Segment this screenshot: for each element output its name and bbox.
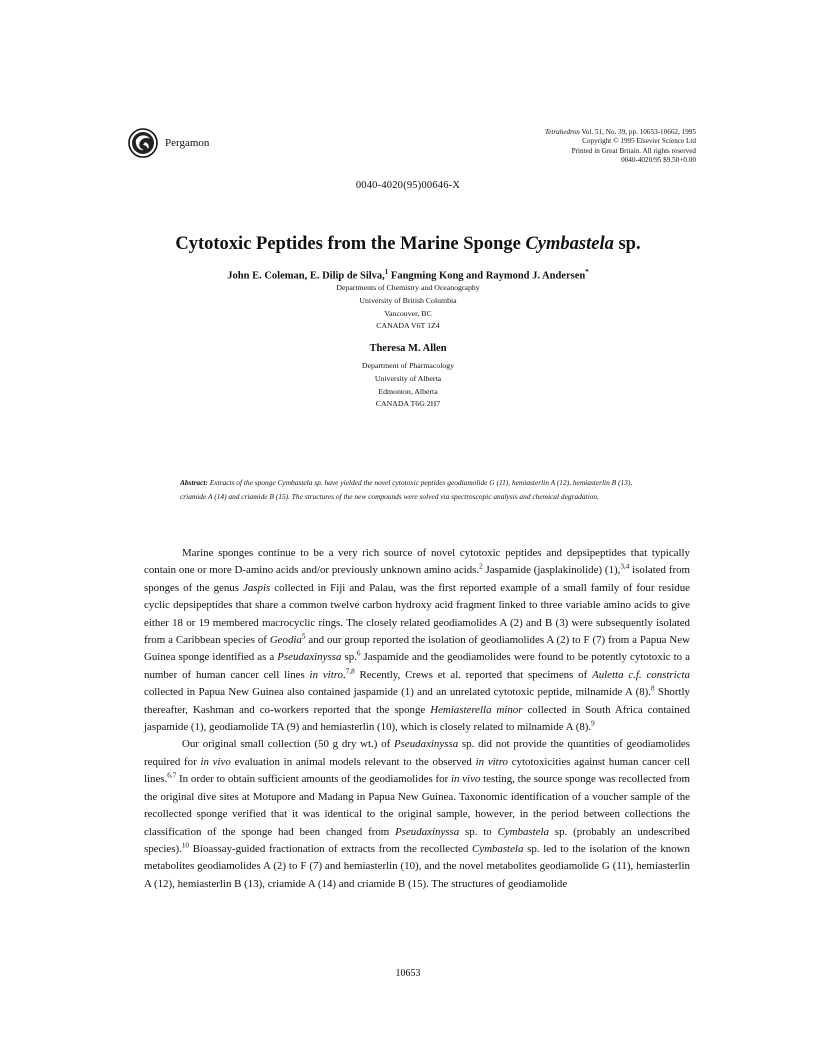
affiliation-line: Departments of Chemistry and Oceanography bbox=[336, 283, 480, 292]
body-text bbox=[144, 545, 690, 893]
affiliation-ubc bbox=[0, 282, 816, 333]
article-code: 0040-4020(95)00646-X bbox=[355, 180, 461, 191]
title-suffix: sp. bbox=[613, 234, 641, 254]
publisher-name: Pergamon bbox=[165, 137, 210, 149]
journal-name: Tetrahedron bbox=[544, 128, 580, 136]
abstract-label: Abstract: bbox=[180, 478, 208, 487]
affiliation-line: CANADA V6T 1Z4 bbox=[376, 321, 440, 331]
affiliation-line: University of British Columbia bbox=[359, 295, 457, 305]
title-main: Cytotoxic Peptides from the Marine Sponge bbox=[175, 234, 526, 254]
author-names-b: Fangming Kong and Raymond J. Andersen bbox=[388, 270, 586, 282]
issn-line: 0040-4020/95 $9.50+0.00 bbox=[621, 156, 696, 165]
copyright-line: Copyright © 1995 Elsevier Science Ltd bbox=[582, 137, 696, 146]
journal-citation bbox=[396, 128, 696, 166]
paper-title bbox=[0, 234, 816, 255]
abstract bbox=[180, 476, 650, 504]
affiliation-line: Vancouver, BC bbox=[384, 308, 432, 318]
volume-info: Vol. 51, No. 39, pp. 10653-10662, 1995 bbox=[581, 128, 696, 136]
author-names-a: John E. Coleman, E. Dilip de Silva, bbox=[227, 270, 385, 282]
affiliation-line: Edmonton, Alberta bbox=[378, 386, 438, 396]
title-genus: Cymbastela bbox=[525, 234, 614, 254]
paragraph-1: Marine sponges continue to be a very rich source of novel cytotoxic peptides and depsipeptides that typically contain one or more D-amino acids and/or previously unknown amino acids.$^2$ Jaspamide (jasplakinolide) (1),$^{3,4}$ isolated from sponges of the genus Jaspis collected in Fiji and Palau, was the first reported example of a small family of four residue cyclic depsipeptides that share a common twelve carbon hydroxy acid fragment linked to three variable amino acids to give either 18 or 19 membered macrocyclic rings. The closely related geodiamolides A (2) and B (3) were subsequently isolated from a Caribbean species of Geodia$^5$ and our group reported the isolation of geodiamolides A (2) to F (7) from a Papua New Guinea sponge identified as a Pseudaxinyssa sp.$^6$ Jaspamide and the geodiamolides were found to be potently cytotoxic to a number of human cancer cell lines in vitro.$^{7,8}$ Recently, Crews et al. reported that specimens of Auletta c.f. constricta collected in Papua New Guinea also contained jaspamide (1) and an unrelated cytotoxic peptide, milnamide A (8).$^8$ Shortly thereafter, Kashman and co-workers reported that the sponge Hemiasterella minor collected in South Africa contained jaspamide (1), geodiamolide TA (9) and hemiasterlin (10), which is closely related to milnamide A (8).$^9$ bbox=[144, 547, 691, 734]
author-second-group: Theresa M. Allen bbox=[369, 343, 447, 354]
affiliation-alberta bbox=[0, 360, 816, 411]
author-list bbox=[0, 268, 816, 282]
affiliation-line: CANADA T6G 2H7 bbox=[375, 399, 441, 409]
printed-line: Printed in Great Britain. All rights reserved bbox=[571, 146, 696, 155]
paragraph-2: Our original small collection (50 g dry wt.) of Pseudaxinyssa sp. did not provide the quantities of geodiamolides required for in vivo evaluation in animal models relevant to the observed in vitro cytotoxicities against human cancer cell lines.$^{6,7}$ In order to obtain sufficient amounts of the geodiamolides for in vivo testing, the source sponge was recollected from the original dive sites at Motupore and Madang in Papua New Guinea. Taxonomic identification of a voucher sample of the recollected sponge verified that it was identical to the original sample, however, in the period between collections the classification of the sponge had been changed from Pseudaxinyssa sp. to Cymbastela sp. (probably an undescribed species).$^{10}$ Bioassay-guided fractionation of extracts from the recollected Cymbastela sp. led to the isolation of the known metabolites geodiamolides A (2) to F (7) and hemiasterlin (10), and the novel metabolites geodiamolide G (11), hemiasterlin A (12), hemiasterlin B (13), criamide A (14) and criamide B (15). The structures of geodiamolide bbox=[144, 738, 691, 890]
affiliation-line: University of Alberta bbox=[374, 373, 442, 383]
abstract-text: Extracts of the sponge Cymbastela sp. have yielded the novel cytotoxic peptides geodiamolide G (11), hemiasterlin A (12), hemiasterlin B (13), criamide A (14) and criamide B (15). The structures of the new compounds were solved via spectroscopic analysis and chemical degradation. bbox=[180, 478, 633, 501]
corresponding-author-mark: * bbox=[585, 268, 589, 276]
page-number: 10653 bbox=[395, 968, 421, 979]
author-footnote-mark: 1 bbox=[384, 268, 389, 276]
pergamon-logo-icon bbox=[128, 128, 158, 158]
affiliation-line: Department of Pharmacology bbox=[361, 361, 455, 370]
